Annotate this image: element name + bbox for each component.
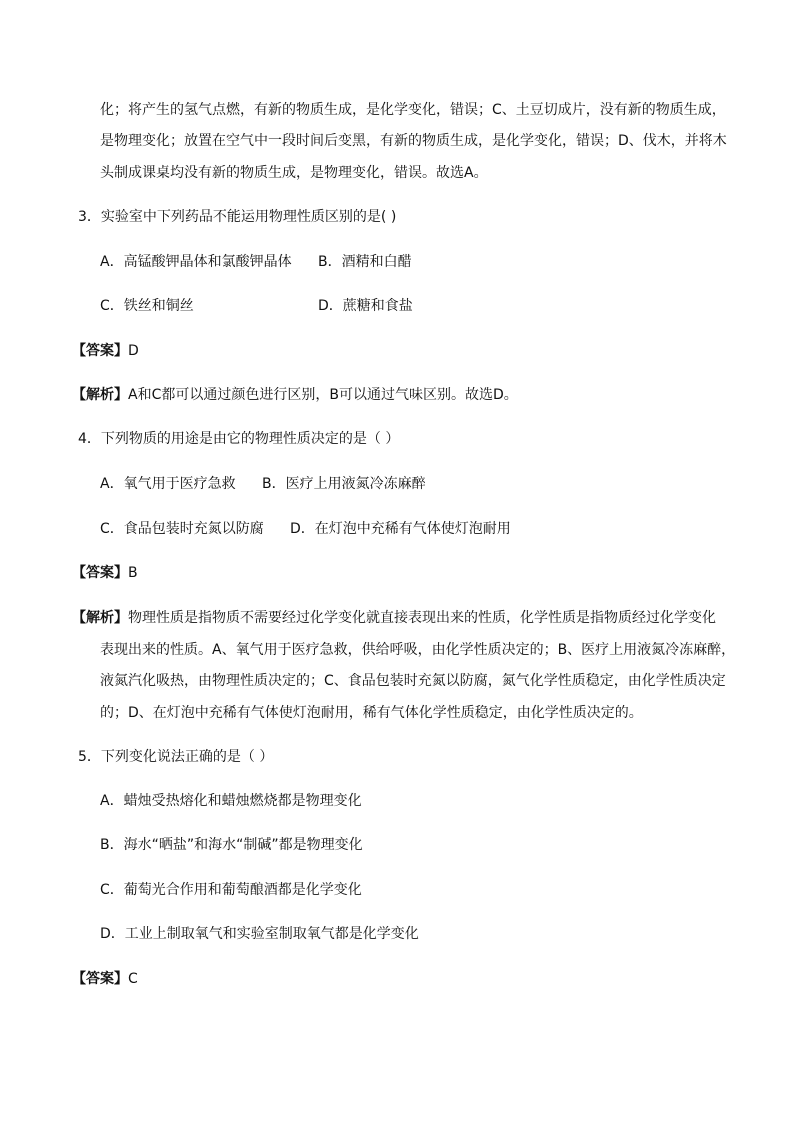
q5-question: 5．下列变化说法正确的是（ ） (78, 749, 274, 765)
q5-option-b: B．海水“晒盐”和海水“制碱”都是物理变化 (100, 837, 363, 853)
answer-value: B (128, 565, 138, 581)
intro-line-3: 头制成课桌均没有新的物质生成，是物理变化，错误。故选A。 (100, 165, 488, 181)
q4-option-c: C．食品包装时充氮以防腐 (100, 521, 264, 537)
q4-answer (72, 563, 138, 583)
q4-analysis-line-1 (72, 608, 716, 628)
intro-line-1: 化；将产生的氢气点燃，有新的物质生成，是化学变化，错误；C、土豆切成片，没有新的物质生成， (100, 102, 726, 118)
q5-option-c: C．葡萄光合作用和葡萄酿酒都是化学变化 (100, 882, 362, 898)
q5-option-a: A．蜡烛受热熔化和蜡烛燃烧都是物理变化 (100, 793, 362, 809)
analysis-text: 物理性质是指物质不需要经过化学变化就直接表现出来的性质，化学性质是指物质经过化学变化 (128, 610, 716, 626)
analysis-tag: 【解析】 (72, 387, 128, 403)
q3-question: 3．实验室中下列药品不能运用物理性质区别的是( ) (78, 209, 397, 225)
q5-option-d: D．工业上制取氧气和实验室制取氧气都是化学变化 (100, 926, 419, 942)
q4-option-a: A．氧气用于医疗急救 (100, 476, 236, 492)
q4-analysis-line-4: 的；D、在灯泡中充稀有气体使灯泡耐用，稀有气体化学性质稳定，由化学性质决定的。 (100, 705, 643, 721)
answer-value: C (128, 971, 138, 987)
q3-analysis (72, 385, 518, 405)
answer-tag: 【答案】 (72, 565, 128, 581)
answer-tag: 【答案】 (72, 343, 128, 359)
answer-tag: 【答案】 (72, 971, 128, 987)
q3-answer (72, 341, 139, 361)
intro-line-2: 是物理变化；放置在空气中一段时间后变黑，有新的物质生成，是化学变化，错误；D、伐木，并将木 (100, 133, 727, 149)
q3-option-a: A．高锰酸钾晶体和氯酸钾晶体 (100, 254, 292, 270)
q3-option-b: B．酒精和白醋 (318, 254, 412, 270)
q4-question: 4．下列物质的用途是由它的物理性质决定的是（ ） (78, 431, 400, 447)
q3-option-c: C．铁丝和铜丝 (100, 298, 194, 314)
answer-value: D (128, 343, 139, 359)
analysis-text: A和C都可以通过颜色进行区别，B可以通过气味区别。故选D。 (128, 387, 518, 403)
q4-analysis-line-2: 表现出来的性质。A、氧气用于医疗急救，供给呼吸，由化学性质决定的；B、医疗上用液氮冷冻麻醉， (100, 642, 736, 658)
analysis-tag: 【解析】 (72, 610, 128, 626)
q4-option-d: D．在灯泡中充稀有气体使灯泡耐用 (290, 521, 511, 537)
q5-answer (72, 969, 138, 989)
q4-option-b: B．医疗上用液氮冷冻麻醉 (262, 476, 426, 492)
q3-option-d: D．蔗糖和食盐 (318, 298, 413, 314)
q4-analysis-line-3: 液氮汽化吸热，由物理性质决定的；C、食品包装时充氮以防腐，氮气化学性质稳定，由化学性质决定 (100, 673, 726, 689)
